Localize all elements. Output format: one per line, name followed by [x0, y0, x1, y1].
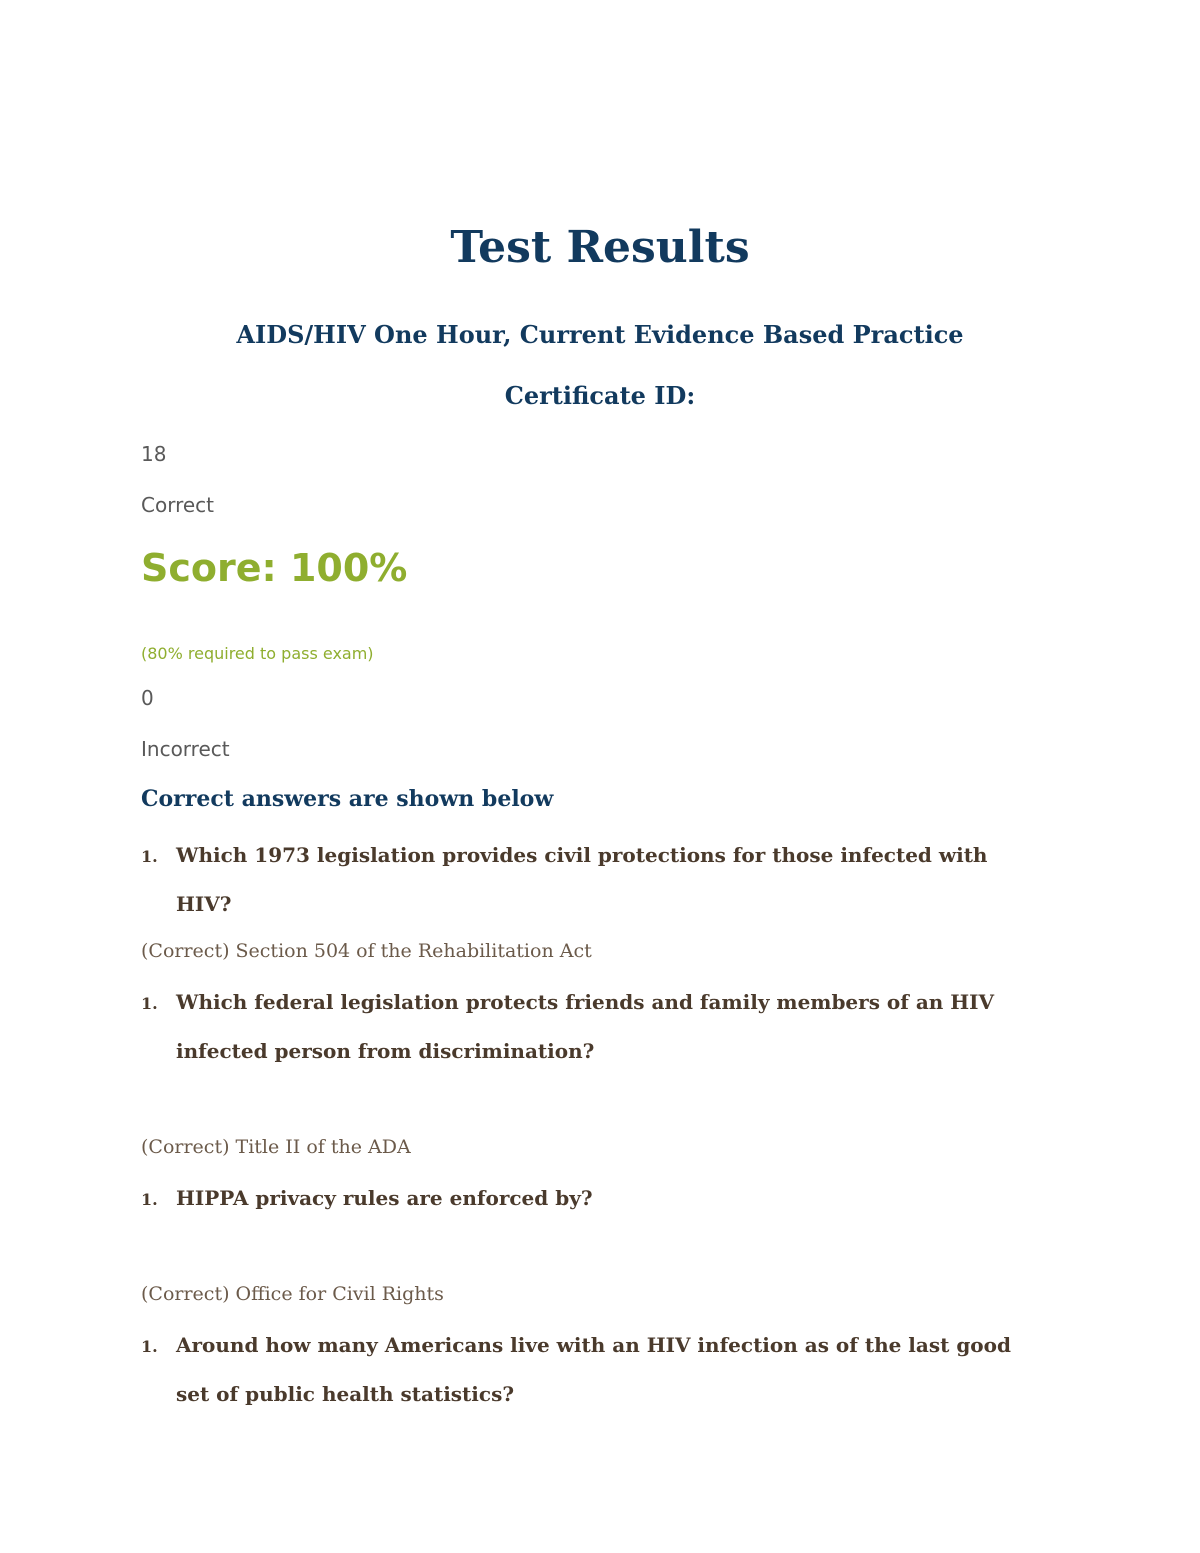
incorrect-label: Incorrect — [141, 737, 230, 761]
correct-label: Correct — [141, 493, 214, 517]
course-title: AIDS/HIV One Hour, Current Evidence Based Practice — [236, 320, 964, 349]
question-number: 1. — [141, 1337, 158, 1356]
certificate-id-label: Certificate ID: — [504, 381, 696, 410]
question-text: Which 1973 legislation provides civil protections for those infected with HIV? — [176, 843, 988, 916]
question-number: 1. — [141, 994, 158, 1013]
question-number: 1. — [141, 847, 158, 866]
pass-requirement-note: (80% required to pass exam) — [141, 644, 374, 663]
correct-answer: (Correct) Title II of the ADA — [141, 1136, 411, 1158]
score-value: Score: 100% — [141, 546, 408, 590]
page-title: Test Results — [450, 222, 750, 273]
question-text: Which federal legislation protects friends and family members of an HIV infected person from discrimination? — [176, 990, 995, 1063]
answers-heading: Correct answers are shown below — [141, 786, 554, 812]
incorrect-count: 0 — [141, 686, 154, 710]
correct-answer: (Correct) Office for Civil Rights — [141, 1283, 444, 1305]
question-number: 1. — [141, 1190, 158, 1209]
correct-count: 18 — [141, 442, 167, 466]
correct-answer: (Correct) Section 504 of the Rehabilitation Act — [141, 940, 592, 962]
question-text: HIPPA privacy rules are enforced by? — [176, 1186, 593, 1210]
question-text: Around how many Americans live with an HIV infection as of the last good set of public health statistics? — [176, 1333, 1011, 1406]
